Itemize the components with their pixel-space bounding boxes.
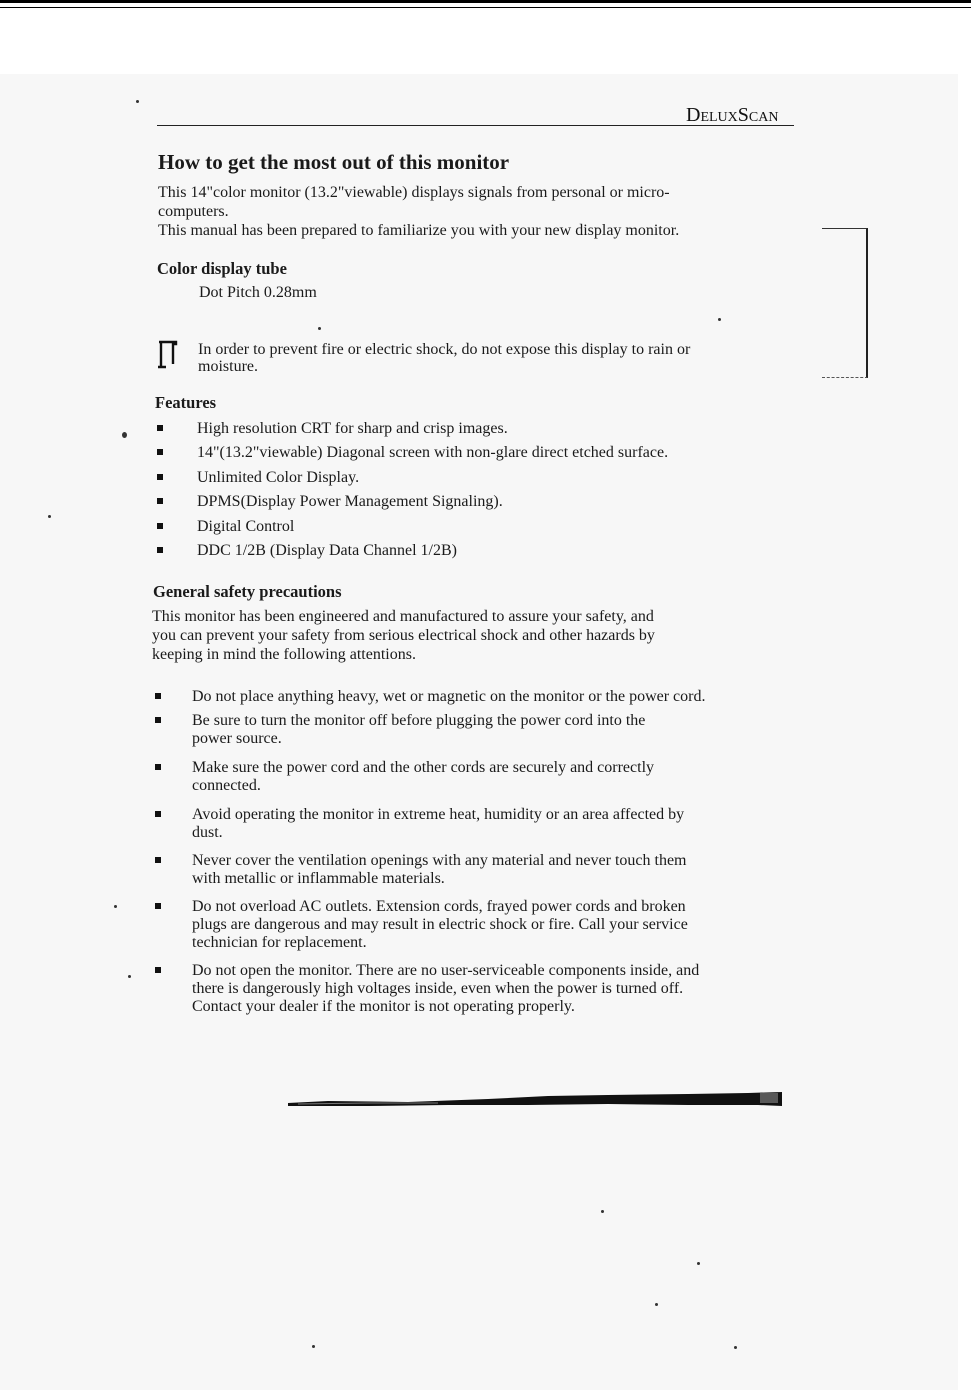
brand-logo: DeluxScan bbox=[686, 104, 779, 126]
color-tube-heading: Color display tube bbox=[157, 259, 287, 278]
scan-speck bbox=[601, 1210, 604, 1213]
scan-speck bbox=[318, 327, 321, 330]
list-item: Do not open the monitor. There are no user-serviceable components inside, and there is dangerously high voltages inside, even when the power is turned off. Contact your dealer if the monitor is not operating properly. bbox=[155, 962, 705, 1016]
bullet-icon bbox=[155, 764, 161, 770]
bullet-icon bbox=[155, 967, 161, 973]
features-heading: Features bbox=[155, 393, 217, 412]
scan-speck bbox=[718, 318, 721, 321]
list-item: High resolution CRT for sharp and crisp images. bbox=[157, 420, 668, 444]
scan-speck bbox=[697, 1262, 700, 1265]
scan-speck bbox=[48, 515, 51, 518]
list-item: Digital Control bbox=[157, 518, 668, 542]
list-item: Make sure the power cord and the other cords are securely and correctly connected. bbox=[155, 759, 705, 795]
bullet-icon bbox=[157, 523, 163, 529]
intro-line-1: This 14"color monitor (13.2"viewable) displays signals from personal or micro- bbox=[158, 184, 670, 201]
list-item: Unlimited Color Display. bbox=[157, 469, 668, 493]
safety-intro-2: you can prevent your safety from serious electrical shock and other hazards by bbox=[152, 627, 655, 644]
safety-intro-3: keeping in mind the following attentions. bbox=[152, 646, 416, 663]
scan-speck bbox=[734, 1346, 737, 1349]
bullet-icon bbox=[157, 498, 163, 504]
scan-speck bbox=[122, 432, 127, 438]
features-list bbox=[157, 420, 668, 566]
scan-speck bbox=[655, 1303, 658, 1306]
bullet-icon bbox=[155, 693, 161, 699]
scan-speck bbox=[136, 100, 139, 103]
safety-list bbox=[155, 688, 705, 1016]
scan-speck bbox=[312, 1345, 315, 1348]
list-item: DPMS(Display Power Management Signaling). bbox=[157, 493, 668, 517]
dot-pitch: Dot Pitch 0.28mm bbox=[199, 284, 317, 301]
scan-speck bbox=[128, 975, 131, 978]
warning-line-1: In order to prevent fire or electric shock, do not expose this display to rain or bbox=[198, 341, 691, 358]
bullet-icon bbox=[155, 903, 161, 909]
bullet-icon bbox=[155, 717, 161, 723]
list-item: DDC 1/2B (Display Data Channel 1/2B) bbox=[157, 542, 668, 566]
safety-intro-1: This monitor has been engineered and manufactured to assure your safety, and bbox=[152, 608, 654, 625]
bullet-icon bbox=[155, 857, 161, 863]
list-item: Be sure to turn the monitor off before plugging the power cord into the power source. bbox=[155, 712, 705, 748]
list-item: Avoid operating the monitor in extreme heat, humidity or an area affected by dust. bbox=[155, 806, 705, 842]
warning-line-2: moisture. bbox=[198, 358, 258, 375]
bullet-icon bbox=[157, 449, 163, 455]
page-title: How to get the most out of this monitor bbox=[158, 150, 510, 174]
safety-heading: General safety precautions bbox=[153, 582, 342, 601]
scan-speck bbox=[114, 905, 117, 908]
list-item: 14"(13.2"viewable) Diagonal screen with non-glare direct etched surface. bbox=[157, 444, 668, 468]
header-rule bbox=[157, 125, 794, 126]
bullet-icon bbox=[157, 474, 163, 480]
footer-scan-bar bbox=[288, 1087, 782, 1107]
list-item: Never cover the ventilation openings with any material and never touch them with metallic or inflammable materials. bbox=[155, 852, 705, 888]
bullet-icon bbox=[157, 425, 163, 431]
bullet-icon bbox=[155, 811, 161, 817]
list-item: Do not place anything heavy, wet or magnetic on the monitor or the power cord. bbox=[155, 688, 705, 706]
top-double-rule bbox=[0, 0, 971, 8]
margin-bracket bbox=[822, 228, 868, 378]
bullet-icon bbox=[157, 547, 163, 553]
warning-book-icon bbox=[156, 340, 180, 370]
intro-line-3: This manual has been prepared to familiarize you with your new display monitor. bbox=[158, 222, 680, 239]
list-item: Do not overload AC outlets. Extension cords, frayed power cords and broken plugs are dangerous and may result in electric shock or fire. Call your service technician for replacement. bbox=[155, 898, 705, 952]
intro-line-2: computers. bbox=[158, 203, 229, 220]
